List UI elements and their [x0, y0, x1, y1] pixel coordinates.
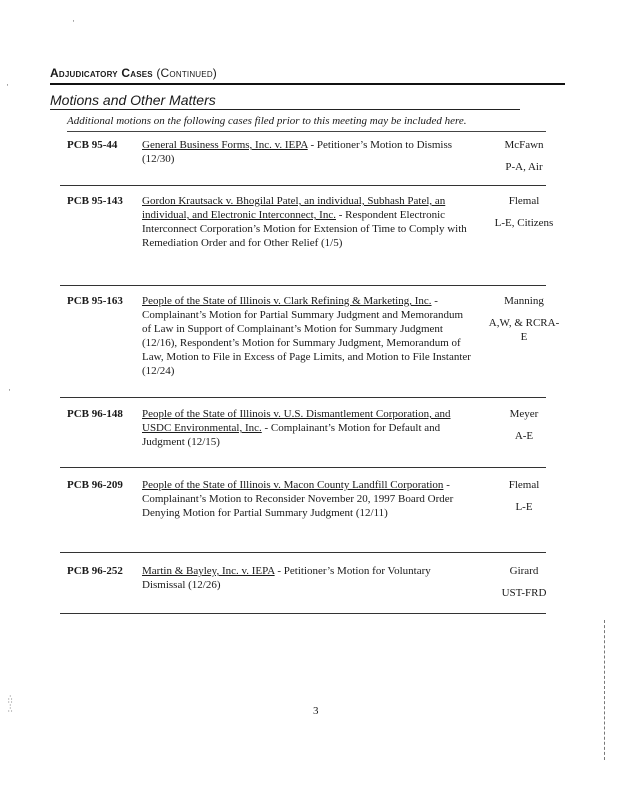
case-description — [142, 407, 472, 449]
case-category: UST-FRD — [501, 587, 547, 599]
case-divider — [60, 397, 546, 398]
case-category: A,W, & RCRA-E — [488, 317, 560, 343]
case-title: People of the State of Illinois v. U.S. Dismantlement Corporation, and USDC Environmental, Inc. — [142, 408, 451, 434]
board-member: Manning — [504, 295, 544, 307]
case-title: Gordon Krautsack v. Bhogilal Patel, an individual, Subhash Patel, an individual, and Electronic Interconnect, Inc. — [142, 195, 446, 221]
case-divider — [60, 613, 546, 614]
case-assignment — [488, 478, 560, 522]
board-member: Flemal — [508, 195, 540, 207]
case-motion: - Respondent Electronic Interconnect Corporation’s Motion for Extension of Time to Comply with Remediation Order and for Other Relief (1/5) — [142, 209, 467, 249]
board-member: Flemal — [508, 479, 540, 491]
case-number: PCB 96-252 — [67, 565, 123, 577]
section-title: Adjudicatory Cases — [50, 66, 153, 80]
case-category: P-A, Air — [505, 161, 543, 173]
case-divider — [60, 185, 546, 186]
case-category: L-E, Citizens — [494, 217, 554, 229]
case-title: General Business Forms, Inc. v. IEPA — [142, 139, 308, 151]
case-number: PCB 95-143 — [67, 195, 123, 207]
case-description — [142, 564, 472, 592]
subsection-title: Motions and Other Matters — [50, 92, 216, 108]
case-category: A-E — [514, 430, 534, 442]
case-motion: - Complainant’s Motion for Default and Judgment (12/15) — [142, 422, 441, 448]
case-number: PCB 95-163 — [67, 295, 123, 307]
subsection-rule — [50, 109, 520, 110]
section-continued: (Continued) — [156, 66, 217, 80]
case-assignment — [488, 138, 560, 182]
case-assignment — [488, 294, 560, 352]
section-heading — [50, 66, 217, 80]
case-description — [142, 478, 472, 520]
case-number: PCB 96-209 — [67, 479, 123, 491]
case-description — [142, 294, 472, 378]
case-motion: - Petitioner’s Motion to Dismiss (12/30) — [142, 139, 453, 165]
case-motion: - Complainant’s Motion to Reconsider November 20, 1997 Board Order Denying Motion for Partial Summary Judgment (12/11) — [142, 479, 454, 519]
case-title: People of the State of Illinois v. Macon County Landfill Corporation — [142, 479, 444, 491]
case-motion: - Complainant’s Motion for Partial Summary Judgment and Memorandum of Law in Support of Complainant’s Motion for Summary Judgment (12/16), Respondent’s Motion for Summary Judgment, Memorandum of Law, Motion to File in Excess of Page Limits, and Motion to File Instanter (12/24) — [142, 295, 471, 377]
case-divider — [60, 285, 546, 286]
note-rule — [67, 131, 546, 132]
case-assignment — [488, 407, 560, 451]
binder-hole-mark: ∴ ∵ ∴ — [8, 694, 13, 714]
case-title: Martin & Bayley, Inc. v. IEPA — [142, 565, 275, 577]
page-number: 3 — [313, 705, 319, 717]
case-description — [142, 138, 472, 166]
board-member: McFawn — [504, 139, 544, 151]
margin-scan-line — [604, 620, 607, 760]
case-title: People of the State of Illinois v. Clark Refining & Marketing, Inc. — [142, 295, 432, 307]
scan-speck: · — [6, 80, 9, 90]
case-number: PCB 96-148 — [67, 408, 123, 420]
board-member: Girard — [509, 565, 539, 577]
case-number: PCB 95-44 — [67, 139, 118, 151]
case-assignment — [488, 194, 560, 238]
scan-speck: · — [72, 16, 75, 26]
case-assignment — [488, 564, 560, 608]
note-text: Additional motions on the following cases filed prior to this meeting may be included here. — [67, 115, 467, 127]
case-motion: - Petitioner’s Motion for Voluntary Dismissal (12/26) — [142, 565, 431, 591]
case-divider — [60, 552, 546, 553]
case-category: L-E — [515, 501, 533, 513]
heading-rule — [50, 83, 565, 85]
board-member: Meyer — [509, 408, 539, 420]
case-description — [142, 194, 472, 250]
scan-speck: · — [8, 385, 11, 395]
case-divider — [60, 467, 546, 468]
